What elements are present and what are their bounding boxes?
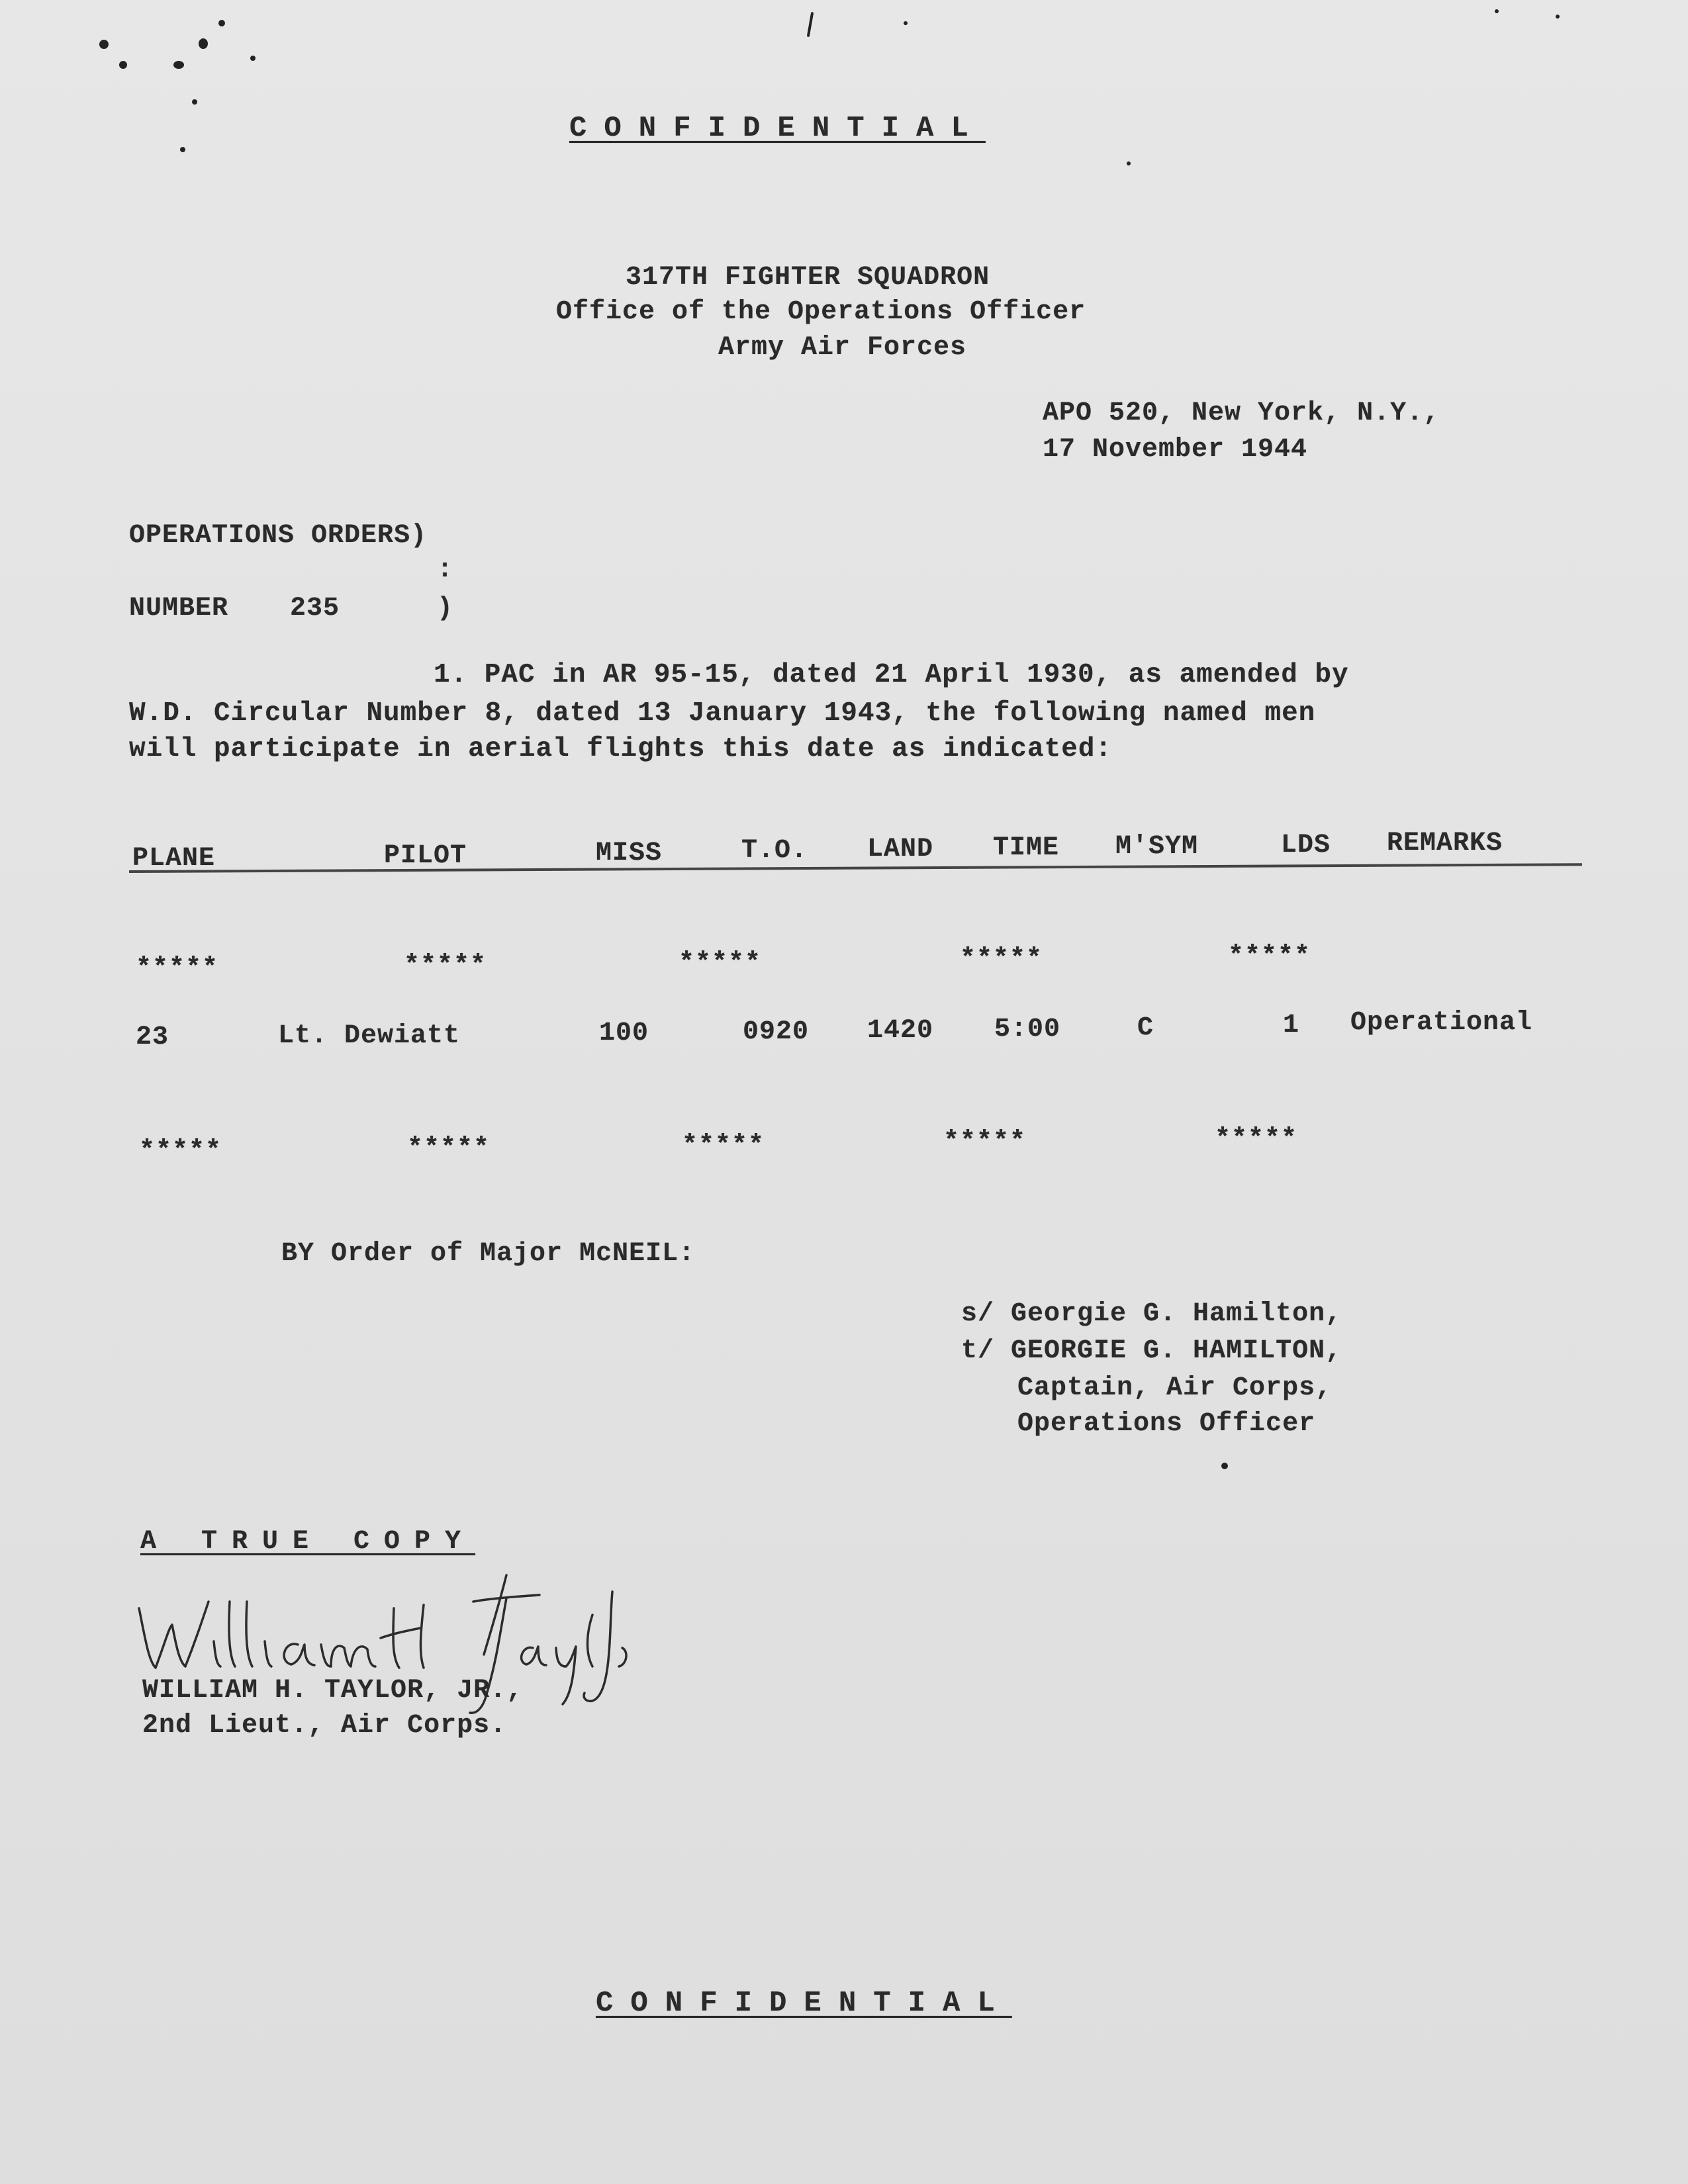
separator-mark: ***** (404, 951, 487, 981)
ink-speck (904, 21, 908, 25)
paragraph-line-1: 1. PAC in AR 95-15, dated 21 April 1930, as amended by (434, 660, 1349, 690)
orders-colon: : (437, 555, 454, 585)
separator-mark: ***** (139, 1136, 222, 1166)
ink-speck (173, 61, 184, 69)
separator-mark: ***** (682, 1131, 765, 1161)
table-cell-to: 0920 (743, 1017, 810, 1047)
separator-mark: ***** (1228, 942, 1311, 972)
unit-service: Army Air Forces (718, 333, 967, 363)
signature-title: Operations Officer (1017, 1409, 1316, 1439)
true-copy-rank: 2nd Lieut., Air Corps. (142, 1711, 507, 1741)
ink-speck (99, 40, 109, 49)
ink-speck (119, 61, 127, 69)
col-header-time: TIME (993, 833, 1060, 863)
col-header-msym: M'SYM (1115, 832, 1199, 862)
ink-speck (199, 38, 208, 49)
table-cell-msym: C (1137, 1013, 1154, 1043)
separator-mark: ***** (407, 1134, 491, 1163)
ink-speck (218, 20, 225, 26)
true-copy-label: A TRUE COPY (140, 1527, 476, 1557)
table-cell-miss: 100 (599, 1019, 649, 1048)
orders-label: OPERATIONS ORDERS) (129, 521, 428, 551)
unit-office: Office of the Operations Officer (556, 297, 1086, 327)
table-cell-land: 1420 (867, 1016, 934, 1046)
col-header-miss: MISS (596, 839, 663, 868)
col-header-remarks: REMARKS (1387, 829, 1503, 858)
table-cell-lds: 1 (1283, 1011, 1300, 1040)
paragraph-line-3: will participate in aerial flights this date as indicated: (129, 734, 1113, 764)
orders-paren: ) (437, 594, 454, 623)
ink-speck (807, 12, 814, 37)
col-header-land: LAND (867, 835, 934, 864)
table-header-rule (129, 863, 1582, 873)
footer-classification: CONFIDENTIAL (596, 1987, 1012, 2020)
table-cell-plane: 23 (136, 1023, 169, 1052)
col-header-pilot: PILOT (384, 841, 467, 871)
header-classification: CONFIDENTIAL (569, 112, 986, 145)
ink-speck (250, 56, 256, 61)
ink-speck (1556, 15, 1560, 19)
separator-mark: ***** (943, 1127, 1027, 1157)
ink-speck (180, 147, 185, 152)
ink-speck (1127, 161, 1131, 165)
unit-name: 317TH FIGHTER SQUADRON (626, 263, 990, 293)
ink-speck (1495, 9, 1499, 13)
ink-speck (1221, 1463, 1228, 1469)
ink-speck (192, 99, 197, 105)
col-header-plane: PLANE (132, 844, 216, 874)
apo-location: APO 520, New York, N.Y., (1043, 398, 1440, 428)
table-cell-time: 5:00 (994, 1015, 1061, 1044)
order-date: 17 November 1944 (1043, 435, 1308, 465)
order-authority: BY Order of Major McNEIL: (281, 1239, 696, 1269)
col-header-lds: LDS (1281, 831, 1331, 860)
separator-mark: ***** (1215, 1124, 1298, 1154)
table-cell-remarks: Operational (1350, 1008, 1533, 1038)
table-cell-pilot: Lt. Dewiatt (278, 1021, 461, 1051)
signature-t-line: t/ GEORGIE G. HAMILTON, (961, 1336, 1342, 1366)
paragraph-line-2: W.D. Circular Number 8, dated 13 January 1943, the following named men (129, 698, 1316, 729)
separator-mark: ***** (136, 954, 219, 983)
col-header-to: T.O. (741, 836, 808, 866)
signature-s-line: s/ Georgie G. Hamilton, (961, 1299, 1342, 1329)
signature-rank: Captain, Air Corps, (1017, 1373, 1333, 1403)
separator-mark: ***** (679, 948, 762, 978)
separator-mark: ***** (960, 944, 1043, 974)
true-copy-name: WILLIAM H. TAYLOR, JR., (142, 1676, 524, 1706)
orders-number-label: NUMBER (129, 594, 229, 623)
orders-number: 235 (290, 594, 340, 623)
